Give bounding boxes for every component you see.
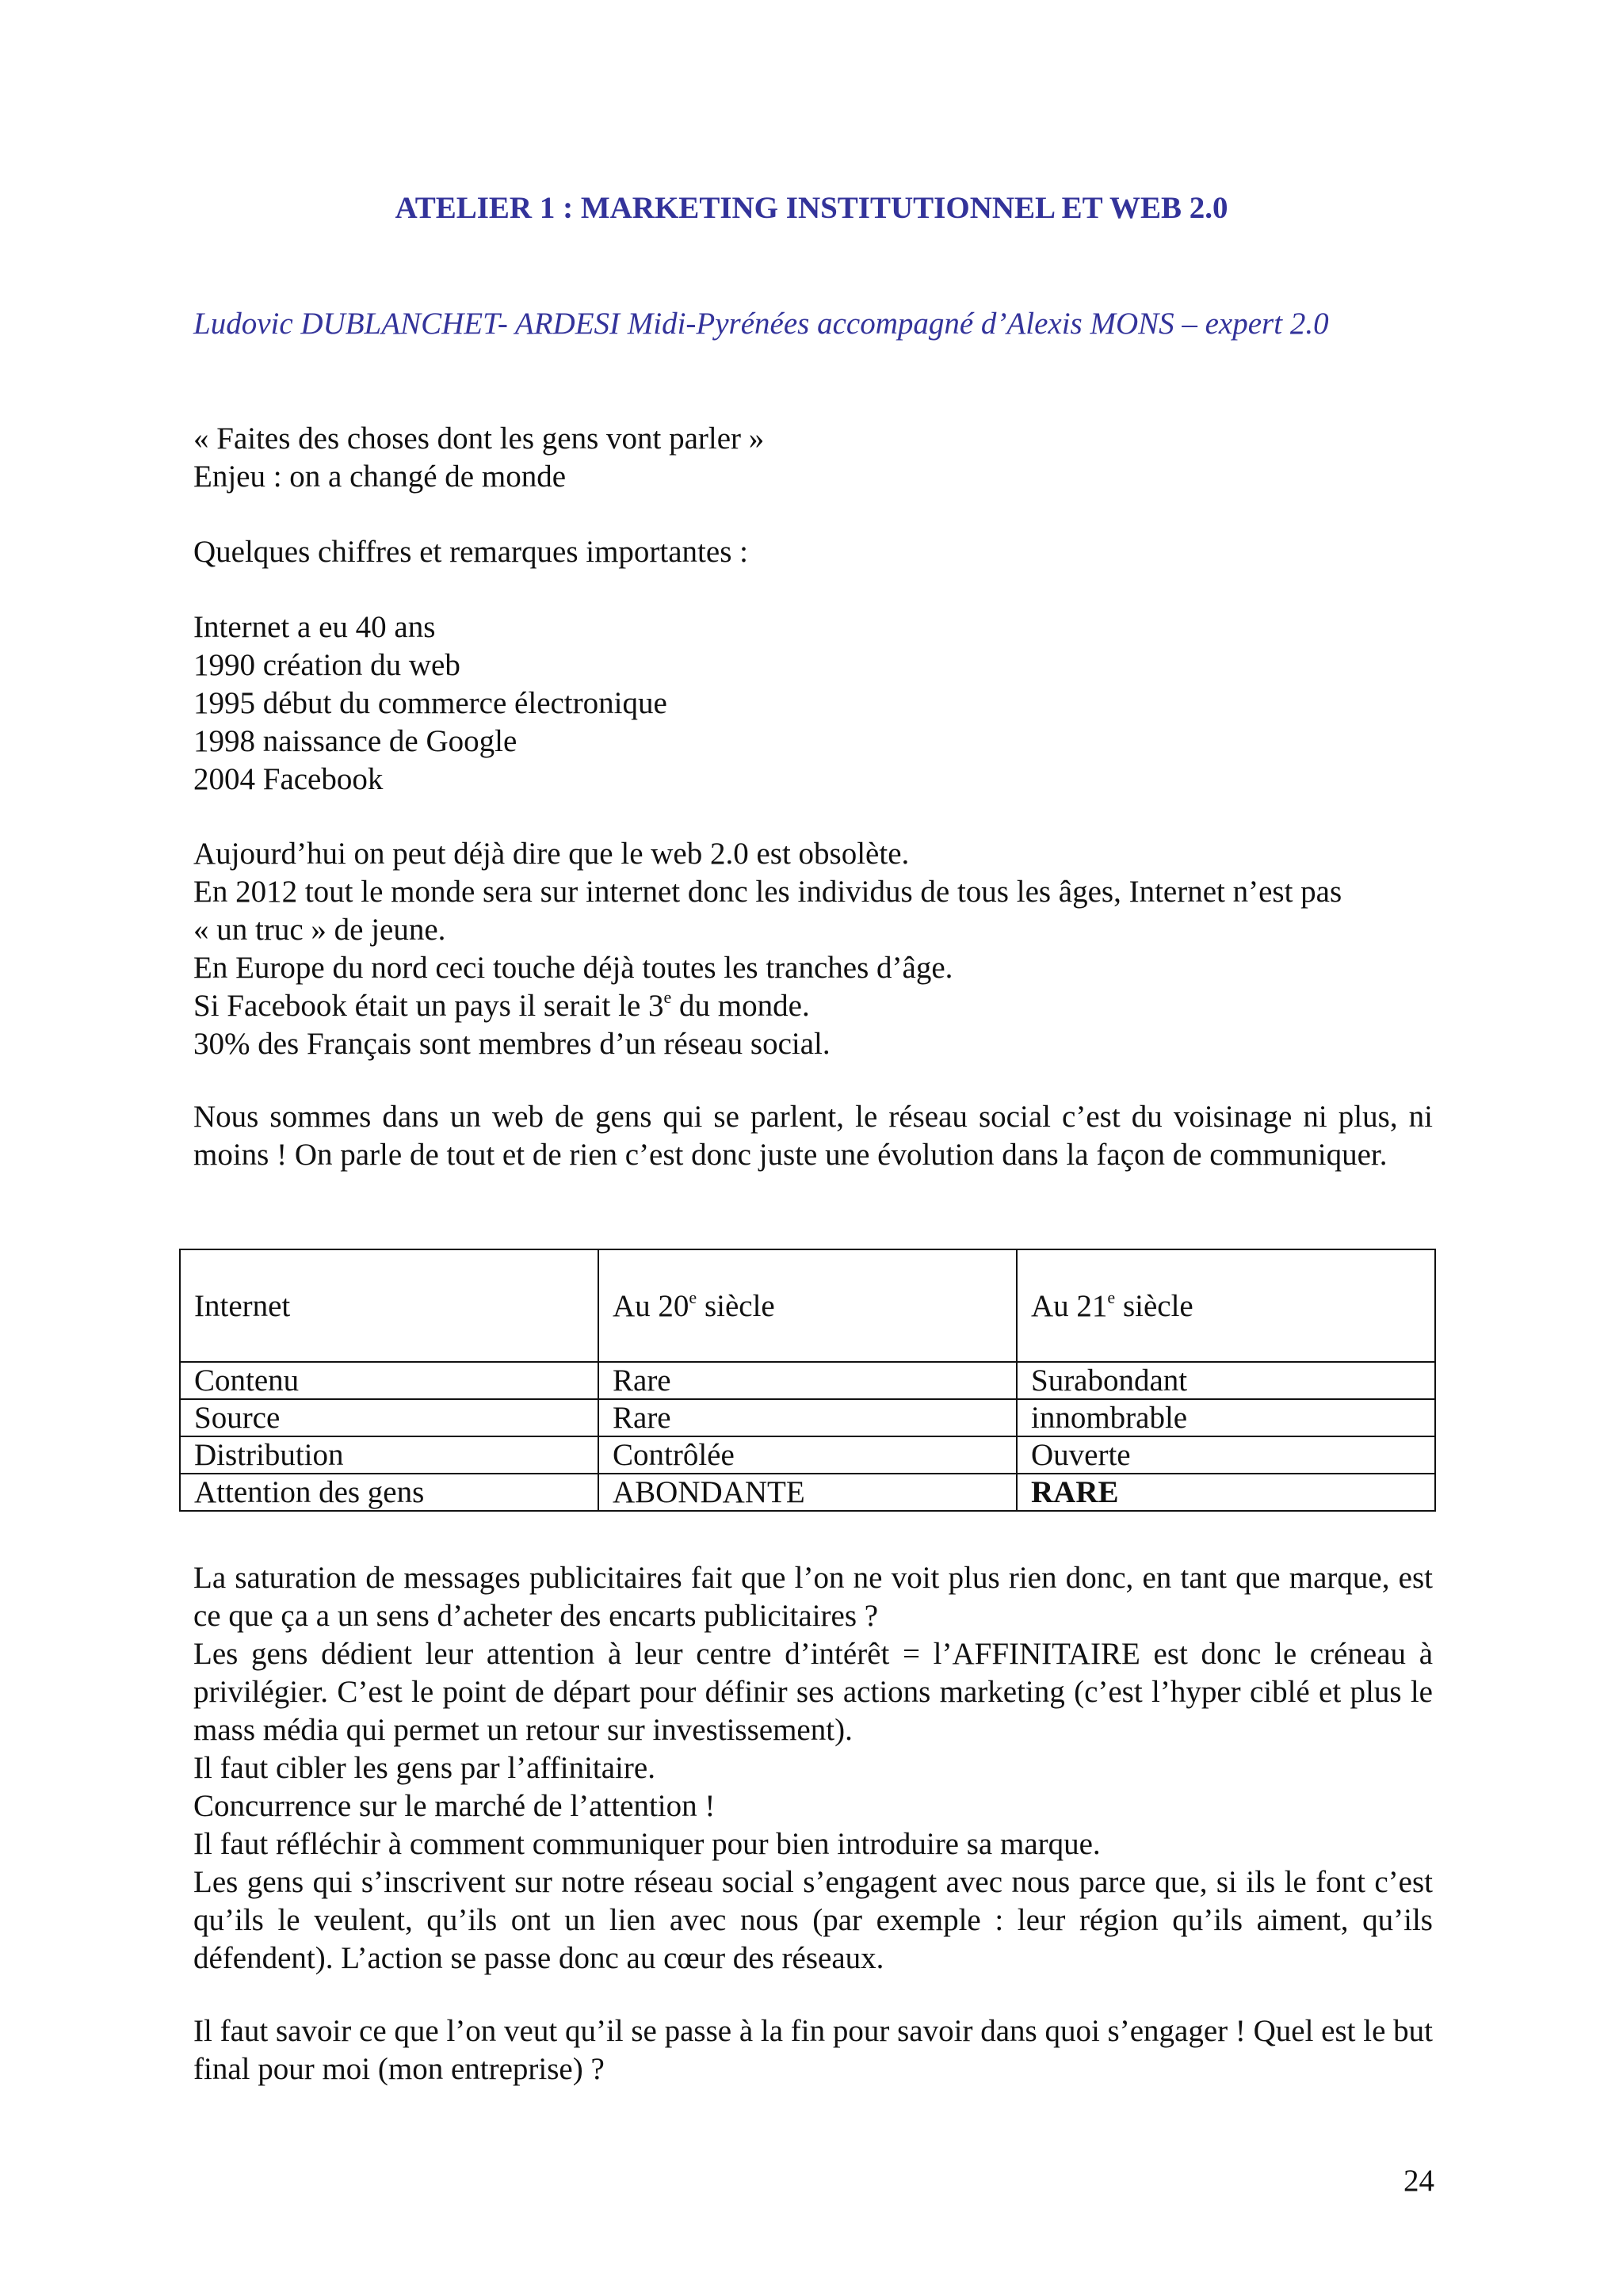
body-paragraph: Les gens dédient leur attention à leur centre d’intérêt = l’AFFINITAIRE est donc le créneau à privilégier. C’est le point de départ pour définir ses actions marketing (c’est l’hyper ciblé et plus le mass média qui permet un retour sur investissement). — [193, 1637, 1433, 1747]
remark-text: Si Facebook était un pays il serait le 3 — [193, 989, 664, 1023]
table-row — [180, 1399, 1435, 1436]
figures-heading-block — [193, 533, 1433, 571]
table-cell: Distribution — [180, 1436, 598, 1474]
timeline-item: 1998 naissance de Google — [193, 724, 517, 758]
header-text: Au 21 — [1031, 1288, 1108, 1323]
timeline-item: Internet a eu 40 ans — [193, 610, 436, 644]
table-cell: Rare — [598, 1399, 1017, 1436]
timeline-item: 1990 création du web — [193, 648, 460, 682]
header-text: siècle — [1115, 1288, 1193, 1323]
table-cell: Surabondant — [1017, 1362, 1435, 1399]
page-number: 24 — [1403, 2164, 1434, 2198]
table-row — [180, 1474, 1435, 1511]
remark-text: du monde. — [671, 989, 810, 1023]
table-row — [180, 1436, 1435, 1474]
table-cell: innombrable — [1017, 1399, 1435, 1436]
closing-paragraph: Il faut savoir ce que l’on veut qu’il se passe à la fin pour savoir dans quoi s’engager ! Quel est le but final pour moi (mon entreprise) ? — [193, 2014, 1433, 2086]
superscript: e — [663, 987, 672, 1007]
body-paragraph: La saturation de messages publicitaires fait que l’on ne voit plus rien donc, en tant que marque, est ce que ça a un sens d’acheter des encarts publicitaires ? — [193, 1561, 1433, 1633]
body-paragraph: Les gens qui s’inscrivent sur notre réseau social s’engagent avec nous parce que, si ils le font c’est qu’ils le veulent, qu’ils ont un lien avec nous (par exemple : leur région qu’ils aiment, qu’ils défendent). L’action se passe donc au cœur des réseaux. — [193, 1865, 1433, 1975]
body-paragraph: Concurrence sur le marché de l’attention ! — [193, 1789, 716, 1823]
remark-line: En Europe du nord ceci touche déjà toutes les tranches d’âge. — [193, 951, 953, 985]
body-block — [193, 1559, 1433, 1978]
table-cell: ABONDANTE — [598, 1474, 1017, 1511]
table-cell: Contenu — [180, 1362, 598, 1399]
header-text: Au 20 — [613, 1288, 689, 1323]
table-cell: Rare — [598, 1362, 1017, 1399]
authors-line: Ludovic DUBLANCHET- ARDESI Midi-Pyrénées accompagné d’Alexis MONS – expert 2.0 — [193, 307, 1329, 341]
timeline-list — [193, 608, 1433, 799]
remark-line: Aujourd’hui on peut déjà dire que le web 2.0 est obsolète. — [193, 837, 910, 871]
remark-line: En 2012 tout le monde sera sur internet donc les individus de tous les âges, Internet n’est pas — [193, 875, 1342, 909]
figures-heading: Quelques chiffres et remarques importantes : — [193, 535, 748, 569]
header-cell — [1017, 1249, 1435, 1362]
remark-line-facebook — [193, 987, 1433, 1025]
table-row — [180, 1362, 1435, 1399]
timeline-item: 1995 début du commerce électronique — [193, 686, 667, 720]
table-cell-emphasis: RARE — [1017, 1474, 1435, 1511]
comparison-table — [179, 1249, 1436, 1512]
table-cell: Ouverte — [1017, 1436, 1435, 1474]
intro-block — [193, 420, 1433, 496]
table-cell: Contrôlée — [598, 1436, 1017, 1474]
intro-quote: « Faites des choses dont les gens vont parler » — [193, 421, 765, 456]
remark-line: 30% des Français sont membres d’un réseau social. — [193, 1027, 831, 1061]
header-cell: Internet — [180, 1249, 598, 1362]
body-paragraph: Il faut réfléchir à comment communiquer pour bien introduire sa marque. — [193, 1827, 1101, 1861]
superscript: e — [1107, 1287, 1116, 1307]
page-title: ATELIER 1 : MARKETING INSTITUTIONNEL ET WEB 2.0 — [395, 191, 1228, 225]
remark-line: « un truc » de jeune. — [193, 913, 446, 947]
superscript: e — [689, 1287, 697, 1307]
table-header-row — [180, 1249, 1435, 1362]
table-cell: Attention des gens — [180, 1474, 598, 1511]
remarks-block — [193, 835, 1433, 1063]
intro-enjeu: Enjeu : on a changé de monde — [193, 460, 566, 494]
header-text: siècle — [697, 1288, 775, 1323]
table-cell: Source — [180, 1399, 598, 1436]
timeline-item: 2004 Facebook — [193, 762, 384, 796]
header-cell — [598, 1249, 1017, 1362]
body-paragraph: Il faut cibler les gens par l’affinitaire. — [193, 1751, 655, 1785]
web-paragraph: Nous sommes dans un web de gens qui se parlent, le réseau social c’est du voisinage ni plus, ni moins ! On parle de tout et de rien c’est donc juste une évolution dans la façon de communiquer. — [193, 1100, 1433, 1172]
